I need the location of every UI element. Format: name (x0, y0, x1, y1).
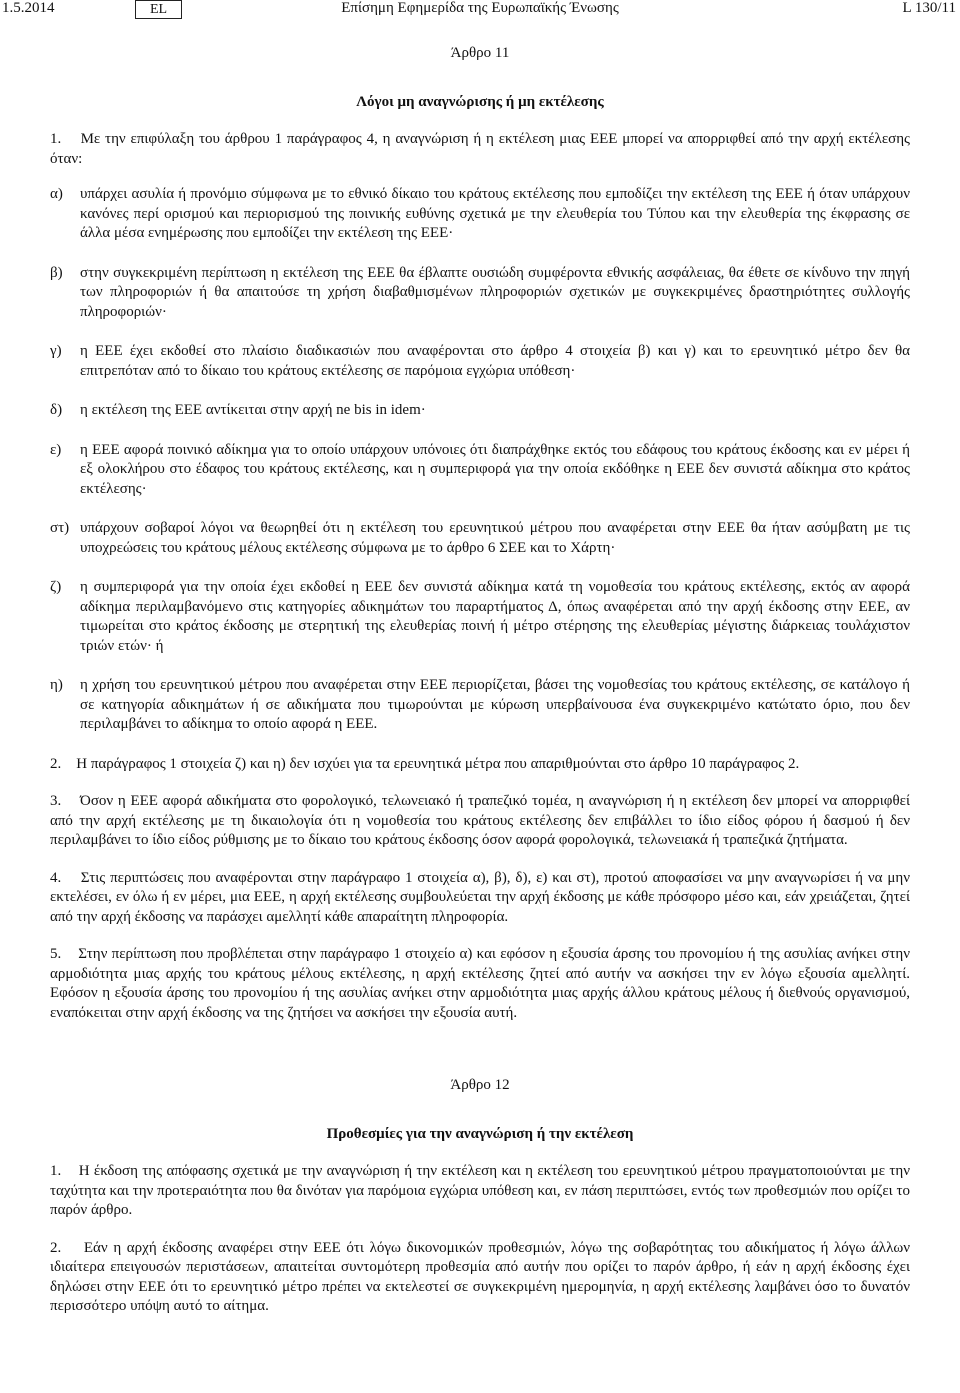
list-item (50, 264, 910, 323)
article-11-title: Λόγοι μη αναγνώρισης ή μη εκτέλεσης (356, 93, 604, 110)
list-item (50, 342, 910, 381)
article-12-number: Άρθρο 12 (450, 1077, 510, 1093)
paragraph-text: Στις περιπτώσεις που αναφέρονται στην παράγραφο 1 στοιχεία α), β), δ), ε) και στ), προτού αποφασίσει να μην αναγνωρίσει ή να μην εκτελέσει, εν όλω ή εν μέρει, μια ΕΕΕ, η αρχή εκτέλεσης συμβουλεύεται την αρχή έκδοσης με κάθε πρόσφορο μέσο και, εάν χρειάζεται, ζητεί από την αρχή έκδοσης να παράσχει αμελλητί κάθε απαραίτητη πληροφορία. (50, 869, 911, 925)
paragraph-number: 3. (50, 793, 62, 809)
page-header (0, 0, 960, 20)
paragraph-12-2 (50, 1239, 910, 1317)
item-text: υπάρχουν σοβαροί λόγοι να θεωρηθεί ότι η εκτέλεση του ερευνητικού μέτρου που αναφέρεται στην ΕΕΕ θα ήταν ασύμβατη με τις υποχρεώσεις του κράτους μέλους εκτέλεσης σύμφωνα με το άρθρο 6 ΣΕΕ και το Χάρτη· (80, 520, 910, 556)
paragraph-number: 4. (50, 869, 62, 886)
item-label: γ) (50, 343, 62, 359)
item-text: η ΕΕΕ αφορά ποινικό αδίκημα για το οποίο υπάρχουν υπόνοιες ότι διαπράχθηκε εκτός του εδάφους του κράτους έκδοσης και εν μέρει ή εξ ολοκλήρου στο έδαφος του κράτους εκτέλεσης, και η συμπεριφορά για την οποία εκδόθηκε η ΕΕΕ δεν συνιστά αδίκημα στο κράτος εκτέλεσης· (80, 441, 910, 497)
list-item (50, 519, 910, 558)
paragraph-text: Στην περίπτωση που προβλέπεται στην παράγραφο 1 στοιχείο α) και εφόσον η εξουσία άρσης του προνομίου ή της ασυλίας ανήκει στην αρμοδιότητα μιας αρχής του κράτους μέλους εκτέλεσης, η αρχή εκτέλεσης ζητεί από αυτήν να ασκήσει την εν λόγω εξουσία αμελλητί. Εφόσον η εξουσία άρσης του προνομίου ή της ασυλίας ανήκει στην αρμοδιότητα μιας αρχής άλλου κράτους μέλους ή διεθνούς οργανισμού, εναπόκειται στην αρχή έκδοσης να της ζητήσει να ασκήσει την εξουσία αυτή. (50, 946, 910, 1021)
paragraph-text: Εάν η αρχή έκδοσης αναφέρει στην ΕΕΕ ότι λόγω δικονομικών προθεσμιών, λόγω της σοβαρότητας του αδικήματος ή λόγω άλλων ιδιαίτερα επειγουσών περιστάσεων, απαιτείται συντομότερη προθεσμία από αυτήν που ορίζει το παρόν άρθρο, ή εάν η αρχή έκδοσης έχει δηλώσει στην ΕΕΕ ότι το ερευνητικό μέτρο πρέπει να εκτελεστεί σε συγκεκριμένη ημερομηνία, η αρχή εκτέλεσης λαμβάνει όσο το δυνατόν περισσότερο υπόψη αυτό το αίτημα. (50, 1239, 910, 1314)
item-text: η χρήση του ερευνητικού μέτρου που αναφέρεται στην ΕΕΕ περιορίζεται, βάσει της νομοθεσίας του κράτους εκτέλεσης, σε κατάλογο ή σε κατηγορία αδικημάτων ή σε αδικήματα που τιμωρούνται με κύρωση υπερβαίνουσα ένα συγκεκριμένο κατώτατο όριο, που δεν περιλαμβάνει το αδίκημα το οποίο αφορά η ΕΕΕ. (80, 677, 910, 732)
item-text: η ΕΕΕ έχει εκδοθεί στο πλαίσιο διαδικασιών που αναφέρονται στο άρθρο 4 στοιχεία β) και γ) και το ερευνητικό μέτρο δεν θα επιτρεπόταν από το δίκαιο του κράτους εκτέλεσης σε παρόμοια εγχώρια υπόθεση· (80, 343, 910, 379)
list-item (50, 578, 910, 656)
page-reference: L 130/11 (902, 0, 956, 16)
list-item (50, 676, 910, 735)
paragraph-number: 2. (50, 755, 62, 772)
item-label: ε) (50, 441, 62, 458)
item-text: η εκτέλεση της ΕΕΕ αντίκειται στην αρχή ne bis in idem· (80, 402, 426, 418)
item-label: β) (50, 264, 63, 281)
paragraph-11-2 (50, 755, 910, 775)
grounds-list (50, 185, 910, 735)
paragraph-number: 1. (50, 131, 62, 147)
list-item (50, 185, 910, 244)
list-item (50, 401, 910, 421)
item-label: δ) (50, 402, 63, 418)
paragraph-text: Η παράγραφος 1 στοιχεία ζ) και η) δεν ισχύει για τα ερευνητικά μέτρα που απαριθμούνται στο άρθρο 10 παράγραφος 2. (76, 755, 800, 772)
paragraph-number: 2. (50, 1239, 62, 1256)
item-text: στην συγκεκριμένη περίπτωση η εκτέλεση της ΕΕΕ θα έβλαπτε ουσιώδη συμφέροντα εθνικής ασφάλειας, θα έθετε σε κίνδυνο την πηγή των πληροφοριών ή θα απαιτούσε τη χρήση διαβαθμισμένων πληροφοριών σχετικών με συγκεκριμένες δραστηριότητες συλλογής πληροφοριών· (80, 264, 910, 320)
language-badge: EL (135, 0, 182, 19)
item-label: η) (50, 677, 63, 693)
journal-title: Επίσημη Εφημερίδα της Ευρωπαϊκής Ένωσης (341, 0, 619, 16)
paragraph-11-4 (50, 869, 910, 928)
item-text: υπάρχει ασυλία ή προνόμιο σύμφωνα με το εθνικό δίκαιο του κράτους εκτέλεσης που εμποδίζει την εκτέλεση της ΕΕΕ ή όταν υπάρχουν κανόνες περί ορισμού και περιορισμού της ποινικής ευθύνης σχετικά με την ελευθερία του Τύπου και την ελευθερία της έκφρασης σε άλλα μέσα ενημέρωσης που εμποδίζει την εκτέλεση της ΕΕΕ· (80, 186, 910, 241)
paragraph-11-5 (50, 945, 910, 1023)
publication-date: 1.5.2014 (2, 0, 55, 16)
article-11-number: Άρθρο 11 (450, 45, 510, 61)
paragraph-11-1 (50, 130, 910, 169)
paragraph-number: 1. (50, 1163, 62, 1179)
list-item (50, 441, 910, 500)
item-label: ζ) (50, 579, 62, 595)
paragraph-11-3 (50, 792, 910, 851)
document-body (50, 44, 910, 1317)
paragraph-text: Η έκδοση της απόφασης σχετικά με την αναγνώριση ή την εκτέλεση και η εκτέλεση του ερευνητικού μέτρου πραγματοποιούνται με την ταχύτητα και την προτεραιότητα που θα δινόταν για παρόμοια εγχώρια υπόθεση και, εν πάση περιπτώσει, εντός των προθεσμιών που ορίζει το παρόν άρθρο. (50, 1163, 911, 1218)
article-12-title: Προθεσμίες για την αναγνώριση ή την εκτέλεση (326, 1125, 634, 1142)
paragraph-number: 5. (50, 946, 62, 962)
item-text: η συμπεριφορά για την οποία έχει εκδοθεί η ΕΕΕ δεν συνιστά αδίκημα κατά τη νομοθεσία του κράτους εκτέλεσης, εκτός αν αφορά αδίκημα περιλαμβανόμενο στις κατηγορίες αδικημάτων του παραρτήματος Δ, όπως αναφέρεται από την αρχή έκδοσης στην ΕΕΕ, αν τιμωρείται στο κράτος έκδοσης με στερητική της ελευθερίας ποινή ή μέτρο στέρησης της ελευθερίας μέγιστης διάρκειας τουλάχιστον τριών ετών· ή (80, 579, 910, 654)
item-label: α) (50, 186, 63, 202)
paragraph-12-1 (50, 1162, 910, 1221)
paragraph-text: Με την επιφύλαξη του άρθρου 1 παράγραφος 4, η αναγνώριση ή η εκτέλεση μιας ΕΕΕ μπορεί να απορριφθεί από την αρχή εκτέλεσης όταν: (50, 131, 911, 167)
item-label: στ) (50, 520, 70, 536)
paragraph-text: Όσον η ΕΕΕ αφορά αδικήματα στο φορολογικό, τελωνειακό ή τραπεζικό τομέα, η αναγνώριση ή η εκτέλεση δεν μπορεί να απορριφθεί από την αρχή εκτέλεσης με τη δικαιολογία ότι η νομοθεσία του κράτους εκτέλεσης δεν επιβάλλει το ίδιο είδος φόρου ή δασμού ή δεν περιλαμβάνει το ίδιο είδος ρύθμισης με το δίκαιο του κράτους έκδοσης όσον αφορά φορολογικά, τελωνειακά ή τραπεζικά ζητήματα. (50, 793, 910, 848)
